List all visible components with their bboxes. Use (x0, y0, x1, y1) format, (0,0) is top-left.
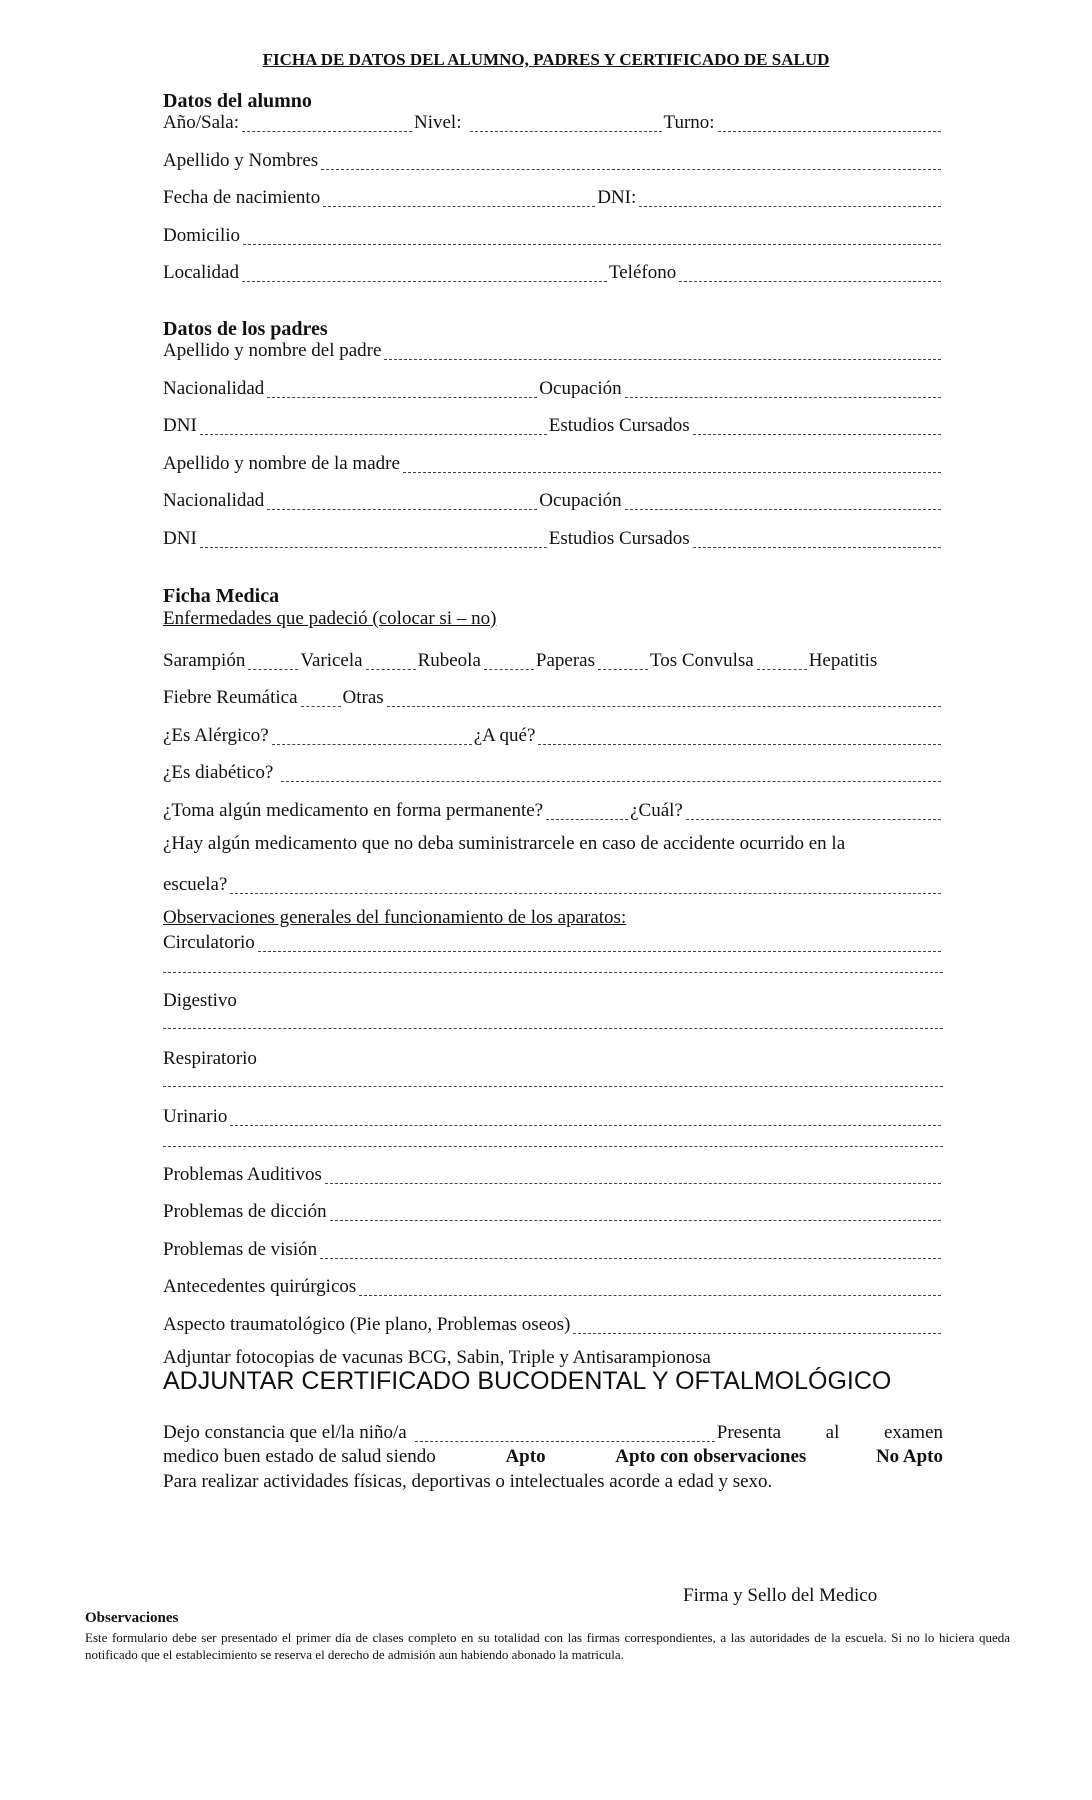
field-problemas-vision[interactable] (320, 1242, 941, 1259)
row-padre-nacionalidad-ocupacion (163, 374, 943, 398)
row-madre-dni-estudios (163, 524, 943, 548)
label-nacionalidad-padre: Nacionalidad (163, 378, 265, 399)
certificado-note: ADJUNTAR CERTIFICADO BUCODENTAL Y OFTALMOLÓGICO (163, 1367, 892, 1395)
section-heading-padres: Datos de los padres (163, 318, 328, 340)
option-no-apto[interactable]: No Apto (875, 1446, 943, 1467)
label-otras: Otras (342, 687, 384, 708)
row-domicilio (163, 221, 943, 245)
row-madre (163, 449, 943, 473)
field-varicela[interactable] (366, 653, 416, 670)
label-dejo-constancia: Dejo constancia que el/la niño/a (163, 1422, 407, 1443)
field-domicilio[interactable] (243, 228, 941, 245)
observaciones-text: Este formulario debe ser presentado el primer día de clases completo en su totalidad con las firmas correspondientes, a las autoridades de la escuela. Si no lo hiciera queda notificado que el establecimiento se reserva el derecho de admisión aun habiendo abonado la matricula. (85, 1630, 1010, 1662)
field-nacionalidad-padre[interactable] (267, 381, 537, 398)
label-turno: Turno: (663, 112, 715, 133)
enfermedades-heading: Enfermedades que padeció (colocar si – no) (163, 608, 497, 629)
field-estudios-madre[interactable] (693, 531, 941, 548)
field-antecedentes-quirurgicos[interactable] (359, 1279, 941, 1296)
label-respiratorio: Respiratorio (163, 1048, 257, 1069)
field-fecha-nacimiento[interactable] (323, 190, 595, 207)
row-respiratorio (163, 1044, 943, 1068)
label-estudios-padre: Estudios Cursados (548, 415, 690, 436)
label-nacionalidad-madre: Nacionalidad (163, 490, 265, 511)
label-hepatitis: Hepatitis (808, 650, 878, 671)
field-ocupacion-padre[interactable] (625, 381, 941, 398)
field-nivel[interactable] (470, 115, 662, 132)
label-diabetico: ¿Es diabético? (163, 762, 274, 783)
row-diccion (163, 1197, 943, 1221)
field-dni-padre[interactable] (200, 418, 547, 435)
field-rubeola[interactable] (484, 653, 534, 670)
label-rubeola: Rubeola (417, 650, 481, 671)
label-madre: Apellido y nombre de la madre (163, 453, 400, 474)
vacunas-note: Adjuntar fotocopias de vacunas BCG, Sabin, Triple y Antisarampionosa (163, 1347, 711, 1368)
field-urinario-extra-line[interactable] (163, 1146, 943, 1147)
row-diabetico (163, 758, 943, 782)
section-heading-alumno: Datos del alumno (163, 90, 312, 112)
field-nombre-nino[interactable] (415, 1425, 715, 1442)
row-auditivos (163, 1160, 943, 1184)
row-padre-dni-estudios (163, 411, 943, 435)
field-apellido-nombres[interactable] (321, 153, 941, 170)
label-problemas-diccion: Problemas de dicción (163, 1201, 327, 1222)
observaciones-aparatos-heading: Observaciones generales del funcionamiento de los aparatos: (163, 907, 627, 928)
field-sarampion[interactable] (248, 653, 298, 670)
field-telefono[interactable] (679, 265, 941, 282)
label-medicamento-permanente: ¿Toma algún medicamento en forma permanente? (163, 800, 544, 821)
row-urinario (163, 1102, 943, 1126)
field-nacionalidad-madre[interactable] (267, 493, 537, 510)
field-otras[interactable] (387, 690, 941, 707)
field-circulatorio-extra-line[interactable] (163, 972, 943, 973)
label-problemas-vision: Problemas de visión (163, 1239, 318, 1260)
row-escuela (163, 870, 943, 894)
label-escuela: escuela? (163, 874, 228, 895)
field-aspecto-traumatologico[interactable] (573, 1317, 941, 1334)
label-sarampion: Sarampión (163, 650, 246, 671)
label-al: al (825, 1422, 840, 1443)
row-circulatorio (163, 928, 943, 952)
field-tos-convulsa[interactable] (757, 653, 807, 670)
question-medicamento-accidente: ¿Hay algún medicamento que no deba suministrarcele en caso de accidente ocurrido en la (163, 833, 846, 854)
label-fecha-nacimiento: Fecha de nacimiento (163, 187, 321, 208)
label-problemas-auditivos: Problemas Auditivos (163, 1164, 322, 1185)
label-domicilio: Domicilio (163, 225, 241, 246)
field-a-que[interactable] (538, 728, 941, 745)
label-fiebre-reumatica: Fiebre Reumática (163, 687, 298, 708)
label-alergico: ¿Es Alérgico? (163, 725, 269, 746)
label-estudios-madre: Estudios Cursados (548, 528, 690, 549)
label-apellido-nombres: Apellido y Nombres (163, 150, 319, 171)
label-padre: Apellido y nombre del padre (163, 340, 382, 361)
row-enfermedades (163, 646, 943, 670)
label-antecedentes-quirurgicos: Antecedentes quirúrgicos (163, 1276, 357, 1297)
field-medicamento-permanente[interactable] (546, 803, 628, 820)
row-fecha-dni (163, 183, 943, 207)
field-escuela[interactable] (230, 877, 941, 894)
option-apto-con-observaciones[interactable]: Apto con observaciones (615, 1446, 807, 1467)
row-quirurgicos (163, 1272, 943, 1296)
row-medicamento (163, 796, 943, 820)
field-dni-madre[interactable] (200, 531, 547, 548)
label-digestivo: Digestivo (163, 990, 237, 1011)
label-circulatorio: Circulatorio (163, 932, 255, 953)
label-dni-padre: DNI (163, 415, 197, 436)
field-diabetico[interactable] (281, 765, 941, 782)
option-apto[interactable]: Apto (505, 1446, 546, 1467)
field-respiratorio-spacer (260, 1051, 262, 1068)
label-medico-estado: medico buen estado de salud siendo (163, 1446, 436, 1467)
section-heading-medica: Ficha Medica (163, 585, 280, 607)
label-tos-convulsa: Tos Convulsa (649, 650, 754, 671)
label-urinario: Urinario (163, 1106, 228, 1127)
row-alergico (163, 721, 943, 745)
field-estudios-padre[interactable] (693, 418, 941, 435)
row-traumatologico (163, 1310, 943, 1334)
label-presenta: Presenta (716, 1422, 782, 1443)
field-ocupacion-madre[interactable] (625, 493, 941, 510)
label-aspecto-traumatologico: Aspecto traumatológico (Pie plano, Problemas oseos) (163, 1314, 571, 1335)
row-localidad-telefono (163, 258, 943, 282)
row-anio-nivel-turno (163, 108, 943, 132)
field-problemas-diccion[interactable] (330, 1204, 941, 1221)
field-respiratorio-line[interactable] (163, 1086, 943, 1087)
field-digestivo[interactable] (240, 993, 941, 1010)
row-apellido-nombres (163, 146, 943, 170)
field-alergico[interactable] (272, 728, 472, 745)
field-dni-alumno[interactable] (639, 190, 941, 207)
label-ocupacion-madre: Ocupación (539, 490, 622, 511)
row-constancia (163, 1418, 943, 1442)
label-anio-sala: Año/Sala: (163, 112, 239, 133)
row-estado-salud (163, 1446, 943, 1468)
field-padre[interactable] (384, 343, 941, 360)
field-madre[interactable] (403, 456, 941, 473)
label-localidad: Localidad (163, 262, 239, 283)
row-madre-nacionalidad-ocupacion (163, 486, 943, 510)
label-dni-madre: DNI (163, 528, 197, 549)
field-paperas[interactable] (598, 653, 648, 670)
label-cual: ¿Cuál? (630, 800, 683, 821)
field-cual[interactable] (686, 803, 941, 820)
field-anio-sala[interactable] (242, 115, 412, 132)
label-paperas: Paperas (535, 650, 595, 671)
field-fiebre-reumatica[interactable] (301, 690, 341, 707)
label-nivel: Nivel: (414, 112, 462, 133)
field-circulatorio[interactable] (258, 935, 941, 952)
label-examen: examen (883, 1422, 944, 1443)
row-fiebre-otras (163, 683, 943, 707)
row-padre (163, 336, 943, 360)
form-title: FICHA DE DATOS DEL ALUMNO, PADRES Y CERTIFICADO DE SALUD (262, 50, 830, 69)
label-dni-alumno: DNI: (597, 187, 637, 208)
label-telefono: Teléfono (608, 262, 677, 283)
firma-sello-medico: Firma y Sello del Medico (683, 1585, 878, 1606)
row-vision (163, 1235, 943, 1259)
label-a-que: ¿A qué? (473, 725, 536, 746)
field-turno[interactable] (718, 115, 941, 132)
field-problemas-auditivos[interactable] (325, 1167, 941, 1184)
actividades-note: Para realizar actividades físicas, deportivas o intelectuales acorde a edad y sexo. (163, 1471, 773, 1492)
label-varicela: Varicela (300, 650, 363, 671)
field-localidad[interactable] (242, 265, 607, 282)
observaciones-heading: Observaciones (85, 1610, 179, 1626)
label-ocupacion-padre: Ocupación (539, 378, 622, 399)
row-digestivo (163, 986, 943, 1010)
field-digestivo-line[interactable] (163, 1028, 943, 1029)
field-urinario[interactable] (230, 1109, 941, 1126)
